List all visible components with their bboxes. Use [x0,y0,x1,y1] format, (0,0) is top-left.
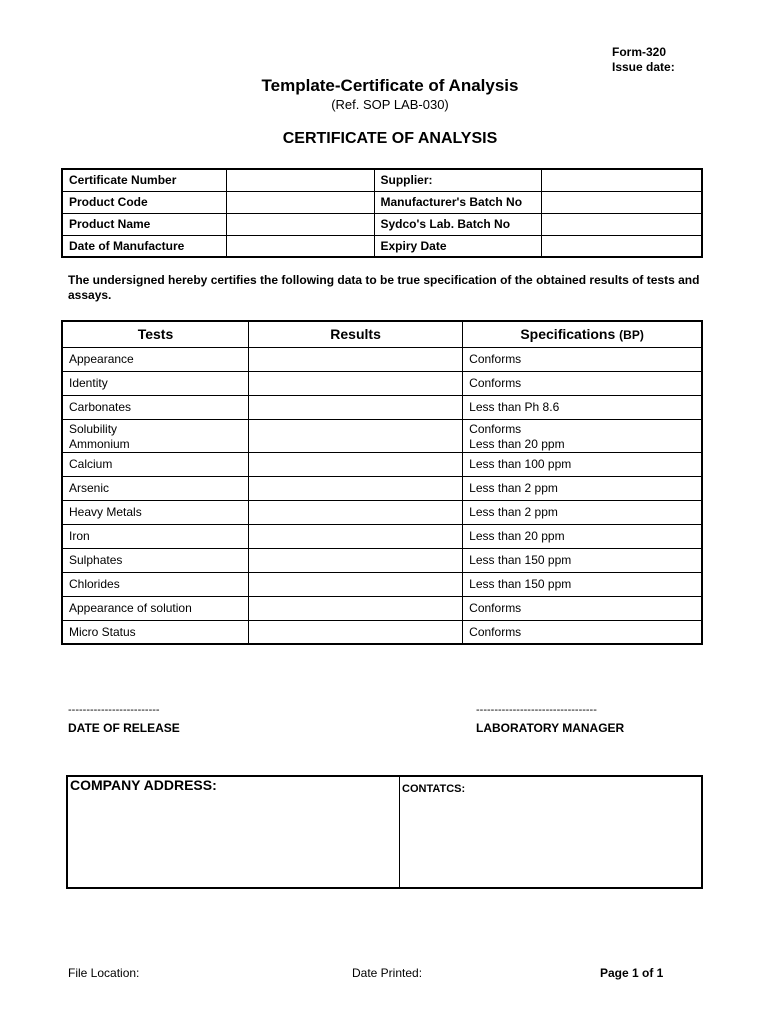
test-name-cell [62,419,248,452]
specification: Less than 20 ppm [463,524,702,548]
specification: Less than Ph 8.6 [463,395,702,419]
specification: Conforms [463,620,702,644]
specifications-column-header [463,321,702,347]
specification: Less than 150 ppm [463,572,702,596]
info-row [62,235,702,257]
specification: Less than 100 ppm [463,452,702,476]
specification: Conforms [469,421,522,436]
specifications-header-label: Specifications [520,326,616,343]
result-field[interactable] [248,620,462,644]
contacts-label: CONTATCS: [402,783,466,795]
result-field[interactable] [248,500,462,524]
info-label: Product Name [62,213,227,235]
table-row [62,452,702,476]
specification: Conforms [463,596,702,620]
test-name: Chlorides [62,572,248,596]
result-field[interactable] [248,419,462,452]
document-title: Template-Certificate of Analysis [261,76,519,95]
info-row [62,191,702,213]
form-meta [612,45,675,75]
results-column-header: Results [248,321,462,347]
info-value-field[interactable] [227,169,374,191]
specification: Conforms [463,371,702,395]
signature-line[interactable]: --------------------------------- [476,704,597,716]
company-address-label: COMPANY ADDRESS: [70,777,217,793]
info-label: Sydco's Lab. Batch No [374,213,542,235]
info-label: Product Code [62,191,227,213]
result-field[interactable] [248,596,462,620]
table-row [62,476,702,500]
info-value-field[interactable] [227,213,374,235]
specification: Conforms [463,347,702,371]
result-field[interactable] [248,395,462,419]
info-value-field[interactable] [542,191,702,213]
specification: Less than 150 ppm [463,548,702,572]
specification: Less than 2 ppm [463,476,702,500]
specification-cell [463,419,702,452]
table-row [62,596,702,620]
info-label: Supplier: [374,169,542,191]
test-name: Calcium [62,452,248,476]
info-row [62,169,702,191]
certificate-info-table [61,168,703,258]
date-of-release-label: DATE OF RELEASE [68,721,180,735]
test-name: Solubility [69,421,118,436]
test-name: Arsenic [62,476,248,500]
result-field[interactable] [248,371,462,395]
laboratory-manager-signature [476,704,624,735]
table-row [62,500,702,524]
certification-statement: The undersigned hereby certifies the following data to be true specification of the obtained results of tests and assays. [68,273,700,302]
test-name: Sulphates [62,548,248,572]
specifications-header-suffix: (BP) [619,328,644,343]
issue-date-label: Issue date: [612,60,675,74]
test-name: Ammonium [69,436,130,451]
specification: Less than 20 ppm [469,436,565,451]
results-header-row [62,321,702,347]
date-printed-label: Date Printed: [352,966,423,980]
date-of-release-signature [68,704,180,735]
result-field[interactable] [248,524,462,548]
info-label: Manufacturer's Batch No [374,191,542,213]
test-name: Micro Status [62,620,248,644]
document-reference: (Ref. SOP LAB-030) [331,97,449,112]
table-row [62,620,702,644]
test-name: Appearance of solution [62,596,248,620]
table-row [62,419,702,452]
company-address-field[interactable] [68,777,400,887]
test-name: Carbonates [62,395,248,419]
result-field[interactable] [248,476,462,500]
info-label: Expiry Date [374,235,542,257]
info-label: Date of Manufacture [62,235,227,257]
info-label: Certificate Number [62,169,227,191]
laboratory-manager-label: LABORATORY MANAGER [476,721,625,735]
test-name: Iron [62,524,248,548]
info-value-field[interactable] [542,213,702,235]
table-row [62,572,702,596]
table-row [62,395,702,419]
table-row [62,548,702,572]
results-table [61,320,703,645]
result-field[interactable] [248,572,462,596]
test-name: Identity [62,371,248,395]
signature-line[interactable]: ------------------------- [68,704,160,716]
address-contacts-box [66,775,703,889]
result-field[interactable] [248,347,462,371]
tests-column-header: Tests [62,321,248,347]
page-number: Page 1 of 1 [600,966,664,980]
info-value-field[interactable] [542,169,702,191]
test-name: Appearance [62,347,248,371]
result-field[interactable] [248,452,462,476]
test-name: Heavy Metals [62,500,248,524]
info-value-field[interactable] [227,235,374,257]
table-row [62,371,702,395]
info-value-field[interactable] [227,191,374,213]
file-location-label: File Location: [68,966,140,980]
info-row [62,213,702,235]
table-row [62,347,702,371]
result-field[interactable] [248,548,462,572]
table-row [62,524,702,548]
contacts-field[interactable] [400,777,701,887]
form-number: Form-320 [612,45,667,59]
info-value-field[interactable] [542,235,702,257]
certificate-heading: CERTIFICATE OF ANALYSIS [282,130,498,147]
specification: Less than 2 ppm [463,500,702,524]
